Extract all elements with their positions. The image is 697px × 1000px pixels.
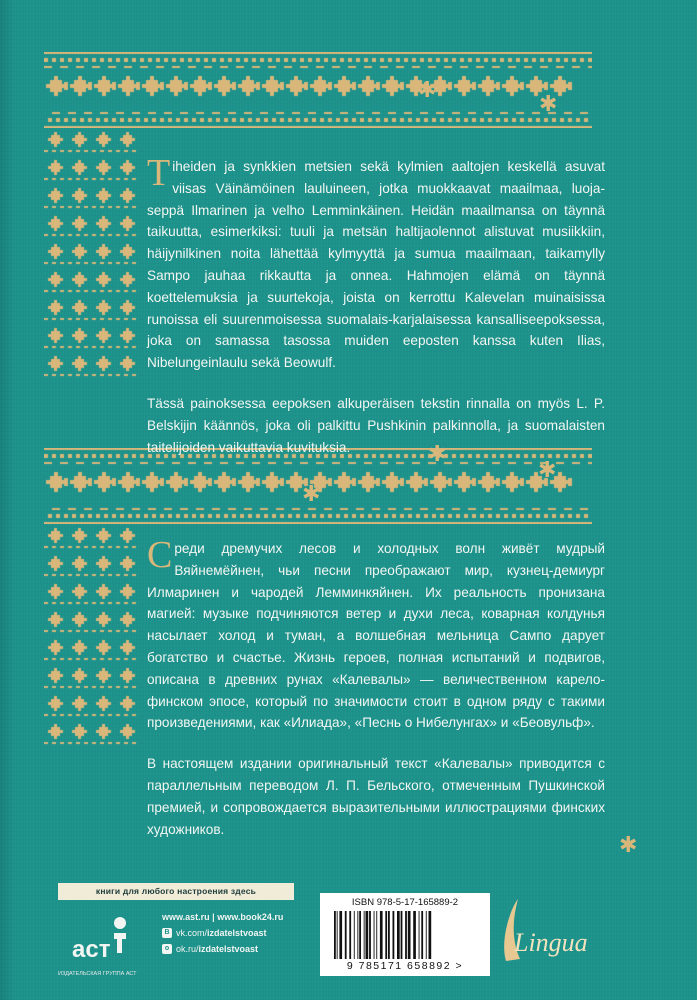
star-icon: ✱ — [619, 833, 638, 858]
cover-footer — [58, 883, 658, 983]
barcode-bar — [366, 911, 369, 959]
star-icon: ✱ — [302, 482, 321, 507]
tagline-banner: книги для любого настроения здесь — [58, 883, 294, 900]
barcode-bar — [393, 911, 395, 959]
star-icon: ✱ — [539, 92, 558, 117]
star-icon: ✱ — [428, 442, 447, 467]
ok-icon: o — [162, 944, 172, 954]
drop-cap: T — [147, 152, 171, 194]
ornament-column-top — [44, 128, 140, 380]
barcode-bar — [345, 911, 347, 959]
isbn-label: ISBN 978-5-17-165889-2 — [351, 897, 459, 908]
lingua-logo-text: Lingua — [514, 928, 588, 957]
barcode-bar — [397, 911, 400, 959]
barcode-bar — [334, 911, 336, 959]
barcode-bar — [374, 911, 375, 959]
ast-logo-text: аст — [72, 936, 111, 963]
barcode-bar — [339, 911, 342, 959]
barcode-box — [320, 893, 490, 976]
drop-cap: С — [147, 534, 173, 576]
barcode-number: 9 785171 658892 > — [346, 960, 464, 972]
russian-description — [147, 534, 605, 859]
ornament-column-bottom — [44, 524, 140, 760]
barcode-bar — [369, 911, 371, 959]
barcode-bar — [429, 911, 432, 959]
barcode-bar — [405, 911, 407, 959]
ok-row[interactable]: o ok.ru/ izdatelstvoast — [162, 941, 283, 957]
finnish-description — [147, 152, 605, 477]
publisher-name: ИЗДАТЕЛЬСКАЯ ГРУППА АСТ — [58, 971, 137, 977]
barcode-bar — [426, 911, 427, 959]
barcode-bar — [380, 911, 383, 959]
finnish-paragraph-1: Tiheiden ja synkkien metsien sekä kylmien aaltojen keskellä asuvat viisas Väinämöinen lauluineen, jotka muokkaavat maailmaa, luoja-seppä Ilmarinen ja velho Lemminkäinen. Heidän maailmansa on täynnä taikuutta, esimerkiksi: tuuli ja metsän haltijaolennot alistuvat musiikkiin, häijynilkinen noita lähettää kylmyyttä ja sumua maailmaan, taikamylly Sampo jauhaa rikkautta ja onnea. Hahmojen elämä on täynnä koettelemuksia ja suurtekoja, joista on kerrottu Kalevelan muinaisissa runoissa eli suurenmoisessa suomalais-karjalaisessa kansalliseepoksessa, joka on samassa tasossa muiden eeposten kanssa kuten Ilias, Nibelungeinlaulu sekä Beowulf. — [147, 152, 605, 371]
barcode-bar — [354, 911, 355, 959]
star-icon: ✱ — [418, 78, 437, 103]
russian-paragraph-1: Среди дремучих лесов и холодных волн живёт мудрый Вяйнемёйнен, чьи песни преображают мир, кузнец-демиург Илмаринен и чародей Лемминкяйнен. Их реальность пронизана магией: музыке подчиняются ветер и духи леса, коварная колдунья насылает холод и туман, а волшебная мельница Сампо дарует богатство и счастье. Жизнь героев, полная испытаний и подвигов, описана в древних рунах «Калевалы» — величественном карело-финском эпосе, который по значимости стоит в одном ряду с такими произведениями, как «Илиада», «Песнь о Нибелунгах» и «Беовульф». — [147, 534, 605, 731]
vk-icon: B — [162, 928, 172, 938]
barcode-bar — [357, 911, 358, 959]
barcode-bar — [337, 911, 338, 959]
websites-row[interactable]: www.ast.ru | www.book24.ru — [162, 912, 284, 922]
vk-row[interactable]: B vk.com/ izdatelstvoast — [162, 925, 283, 941]
barcode-bar — [359, 911, 361, 959]
barcode-bar — [388, 911, 390, 959]
barcode-bar — [385, 911, 387, 959]
barcode-icon — [332, 911, 478, 959]
star-icon: ✱ — [538, 458, 557, 483]
ast-logo-icon — [68, 909, 138, 969]
barcode-bar — [419, 911, 420, 959]
barcode-bar — [413, 911, 416, 959]
ornament-band-top — [44, 52, 592, 128]
russian-paragraph-2: В настоящем издании оригинальный текст «Калевалы» приводится с параллельным переводом Л. П. Бельского, отмеченным Пушкинской премией, и сопровождается выразительными иллюстрациями финских художников. — [147, 756, 605, 837]
barcode-bar — [376, 911, 377, 959]
lingua-logo-icon — [498, 891, 608, 971]
barcode-bar — [408, 911, 411, 959]
barcode-bar — [421, 911, 423, 959]
publisher-links — [162, 909, 283, 957]
finnish-paragraph-2: Tässä painoksessa eepoksen alkuperäisen tekstin rinnalla on myös L. P. Belskijin käännös, joka oli palkittu Pushkinin palkinnolla, ja suomalaisten taitelijoiden vaikuttavia kuvituksia. — [147, 395, 605, 455]
barcode-bar — [401, 911, 403, 959]
barcode-bar — [349, 911, 351, 959]
barcode-bar — [364, 911, 365, 959]
